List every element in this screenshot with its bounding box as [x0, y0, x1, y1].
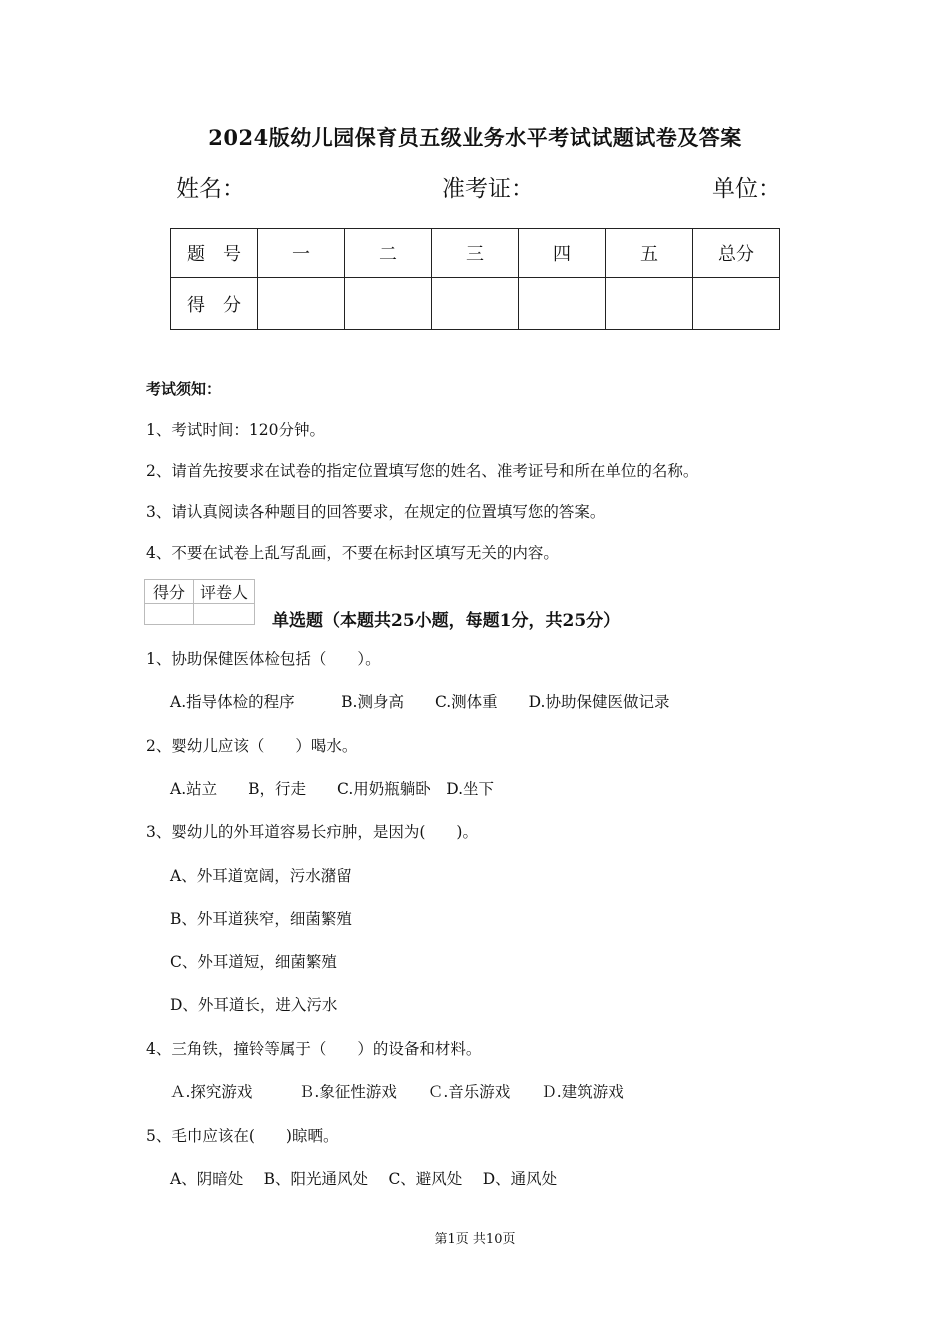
score-cell-2[interactable] [345, 278, 432, 330]
question-stem: 1、协助保健医体检包括（ ）。 [146, 650, 381, 668]
section-heading: 单选题（本题共25小题，每题1分，共25分） [272, 611, 621, 631]
score-cell-total[interactable] [693, 278, 780, 330]
question-stem: 4、三角铁，撞铃等属于（ ）的设备和材料。 [146, 1040, 482, 1058]
question-stem: 5、毛巾应该在( )晾晒。 [146, 1127, 339, 1145]
question-options: A.站立 B，行走 C.用奶瓶躺卧 D.坐下 [170, 780, 495, 798]
ticket-number-field-label: 准考证： [442, 176, 534, 202]
grader-box-grader-cell[interactable] [194, 604, 255, 625]
notice-item: 3、请认真阅读各种题目的回答要求，在规定的位置填写您的答案。 [146, 503, 606, 521]
grader-box [144, 579, 255, 625]
score-cell-5[interactable] [606, 278, 693, 330]
score-table-header-cell: 四 [519, 229, 606, 278]
score-table-score-row [171, 278, 780, 330]
score-table-header-cell: 题 号 [171, 229, 258, 278]
notice-heading: 考试须知： [146, 380, 222, 398]
score-table-header-cell: 一 [258, 229, 345, 278]
score-table-header-cell: 三 [432, 229, 519, 278]
grader-box-score-label: 得分 [145, 580, 194, 604]
question-stem: 2、婴幼儿应该（ ）喝水。 [146, 737, 358, 755]
score-cell-4[interactable] [519, 278, 606, 330]
score-table-header-cell: 二 [345, 229, 432, 278]
score-table-header-cell: 五 [606, 229, 693, 278]
unit-field-label: 单位： [712, 176, 781, 202]
question-options: Ａ.探究游戏 Ｂ.象征性游戏 Ｃ.音乐游戏 Ｄ.建筑游戏 [170, 1083, 624, 1101]
score-cell-1[interactable] [258, 278, 345, 330]
question-option: C、外耳道短，细菌繁殖 [170, 953, 337, 971]
question-options: A、阴暗处 B、阳光通风处 C、避风处 D、通风处 [170, 1170, 558, 1188]
grader-box-grader-label: 评卷人 [194, 580, 255, 604]
notice-item: 2、请首先按要求在试卷的指定位置填写您的姓名、准考证号和所在单位的名称。 [146, 462, 699, 480]
question-stem: 3、婴幼儿的外耳道容易长疖肿，是因为( )。 [146, 823, 478, 841]
question-option: A、外耳道宽阔，污水潴留 [170, 867, 352, 885]
question-options: A.指导体检的程序 B.测身高 C.测体重 D.协助保健医做记录 [170, 693, 670, 711]
score-table-header-cell: 总分 [693, 229, 780, 278]
question-option: D、外耳道长，进入污水 [170, 996, 338, 1014]
score-row-label: 得 分 [171, 278, 258, 330]
score-table-header-row [171, 229, 780, 278]
document-title: 2024版幼儿园保育员五级业务水平考试试题试卷及答案 [208, 125, 742, 150]
score-table [170, 228, 780, 330]
question-option: B、外耳道狭窄，细菌繁殖 [170, 910, 352, 928]
page-footer: 第1页 共10页 [434, 1232, 516, 1247]
grader-box-score-cell[interactable] [145, 604, 194, 625]
name-field-label: 姓名： [176, 176, 245, 202]
notice-item: 1、考试时间：120分钟。 [146, 421, 325, 439]
score-cell-3[interactable] [432, 278, 519, 330]
notice-item: 4、不要在试卷上乱写乱画，不要在标封区填写无关的内容。 [146, 544, 559, 562]
